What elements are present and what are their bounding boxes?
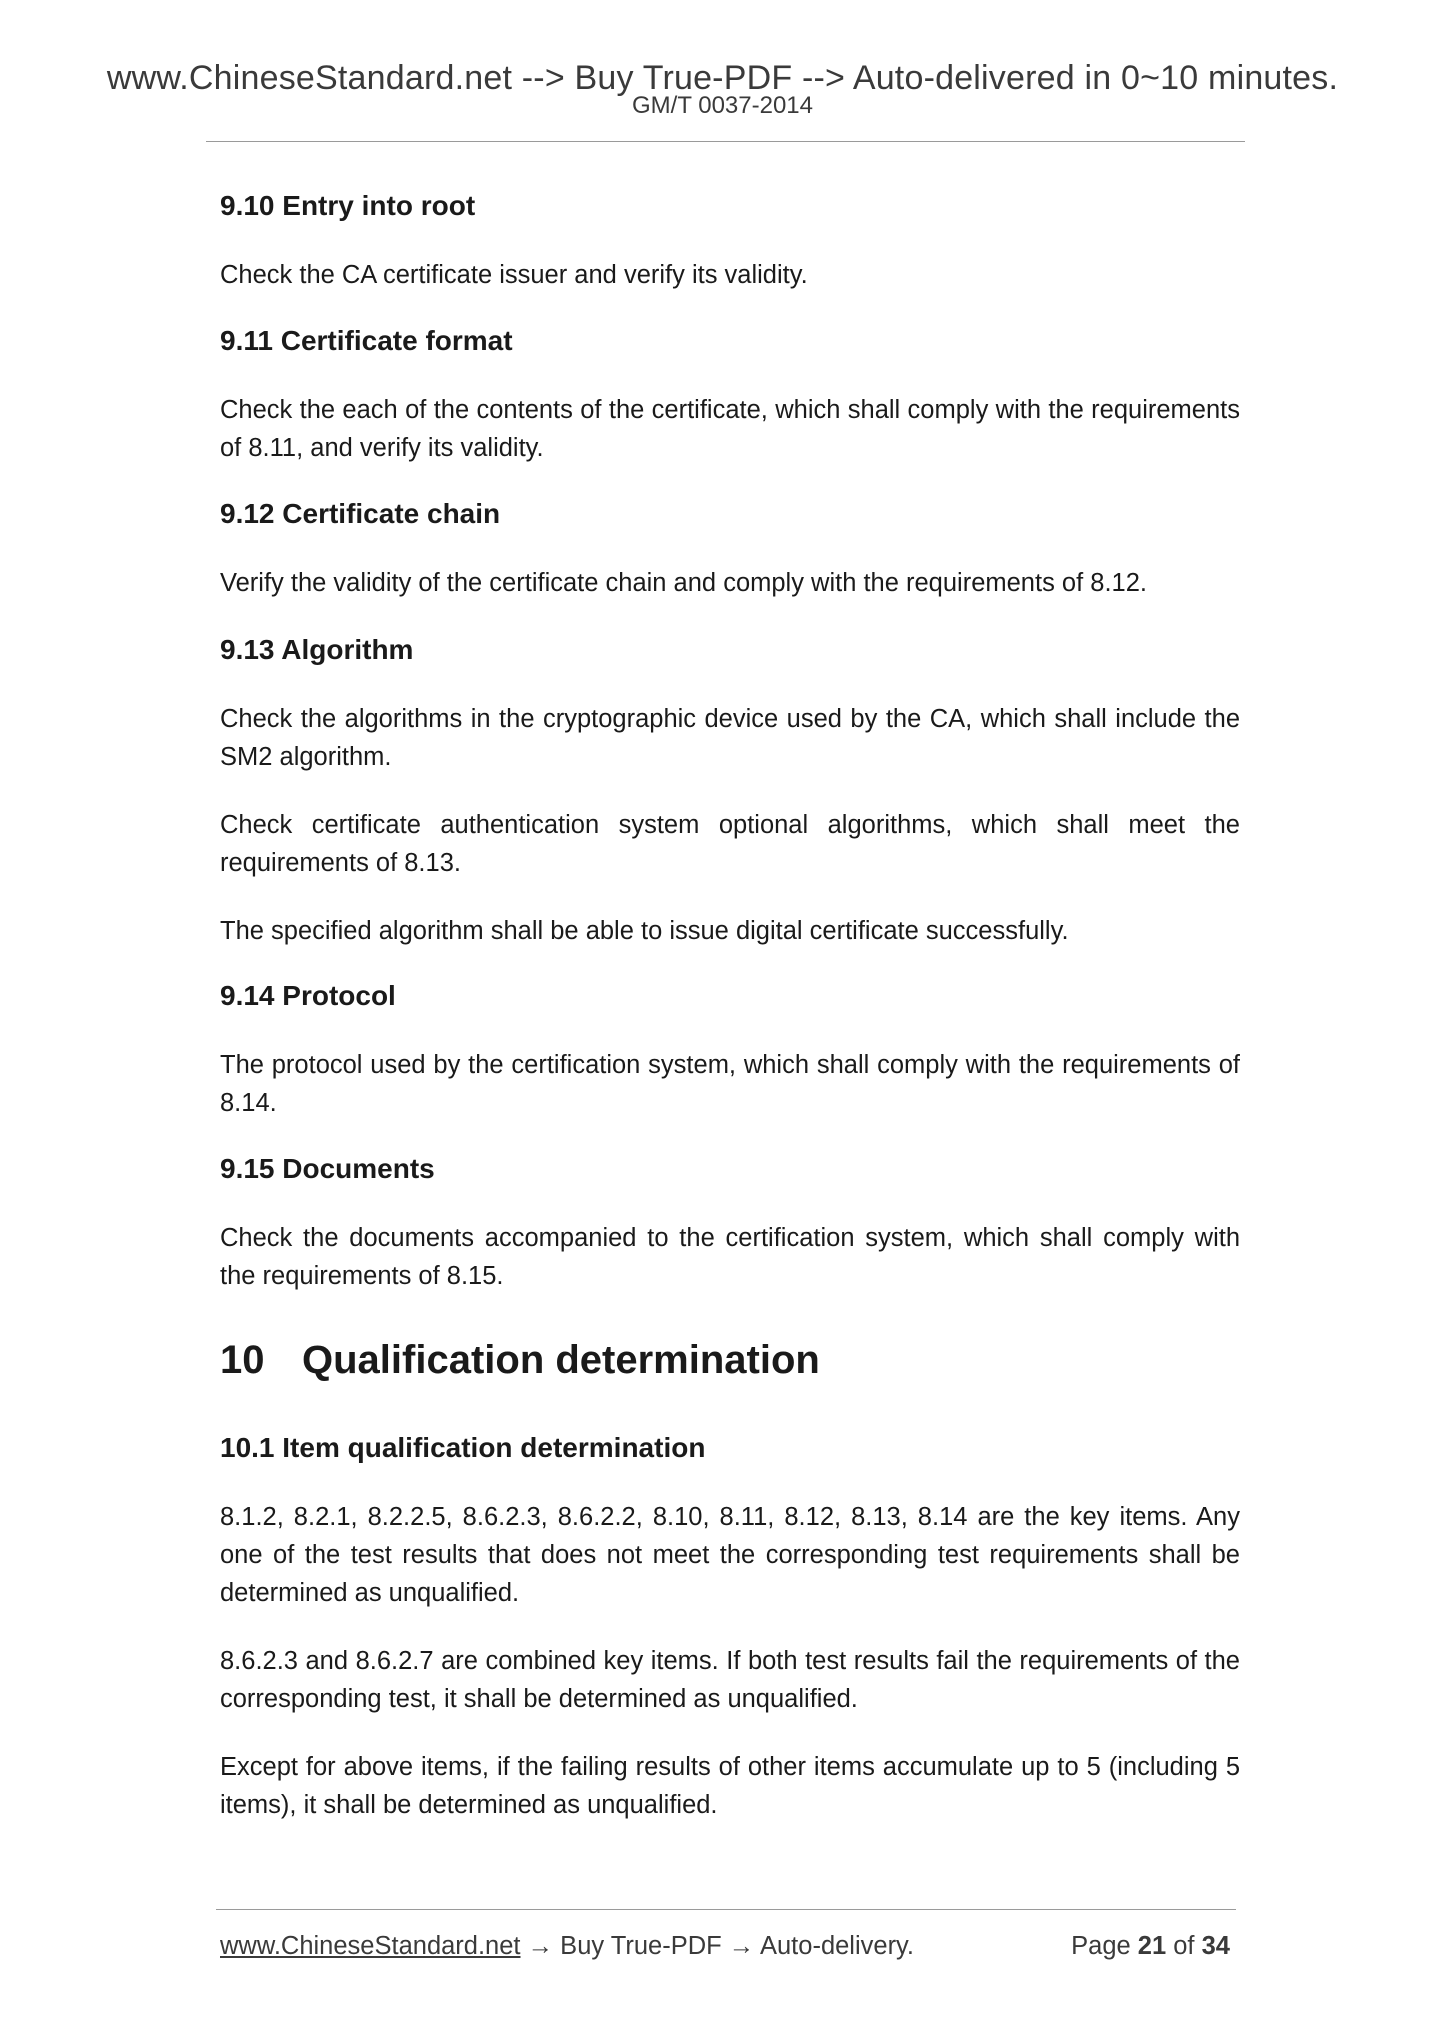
header-divider bbox=[206, 141, 1245, 142]
paragraph-9-12-1: Verify the validity of the certificate chain and comply with the requirements of 8.12. bbox=[220, 569, 1147, 597]
paragraph-9-13-3: The specified algorithm shall be able to issue digital certificate successfully. bbox=[220, 917, 1069, 945]
standard-code: GM/T 0037-2014 bbox=[632, 92, 813, 119]
heading-9-14: 9.14 Protocol bbox=[220, 980, 396, 1011]
heading-9-10: 9.10 Entry into root bbox=[220, 190, 476, 221]
heading-10-number: 10 bbox=[220, 1338, 265, 1382]
paragraph-9-13-2: Check certificate authentication system optional algorithms, which shall meet the requirements of 8.13. bbox=[220, 811, 1240, 877]
page-number bbox=[1071, 1929, 1230, 1963]
page-current: 21 bbox=[1137, 1932, 1167, 1960]
paragraph-9-11-1: Check the each of the contents of the certificate, which shall comply with the requirements of 8.11, and verify its validity. bbox=[220, 396, 1240, 462]
paragraph-9-14-1: The protocol used by the certification system, which shall comply with the requirements of 8.14. bbox=[220, 1051, 1240, 1117]
heading-9-13: 9.13 Algorithm bbox=[220, 634, 414, 665]
paragraph-10-1-2: 8.6.2.3 and 8.6.2.7 are combined key items. If both test results fail the requirements of the corresponding test, it shall be determined as unqualified. bbox=[220, 1647, 1240, 1713]
heading-9-12: 9.12 Certificate chain bbox=[220, 498, 501, 529]
heading-10-title: Qualification determination bbox=[302, 1338, 820, 1382]
paragraph-9-15-1: Check the documents accompanied to the certification system, which shall comply with the requirements of 8.15. bbox=[220, 1224, 1240, 1290]
heading-10-1: 10.1 Item qualification determination bbox=[220, 1432, 706, 1463]
heading-9-11: 9.11 Certificate format bbox=[220, 325, 513, 356]
footer-site-link[interactable]: www.ChineseStandard.net bbox=[220, 1932, 521, 1960]
page-label: Page bbox=[1071, 1932, 1131, 1960]
paragraph-9-10-1: Check the CA certificate issuer and verify its validity. bbox=[220, 261, 808, 289]
paragraph-10-1-1: 8.1.2, 8.2.1, 8.2.2.5, 8.6.2.3, 8.6.2.2, 8.10, 8.11, 8.12, 8.13, 8.14 are the key items. Any one of the test results that does not meet the corresponding test requirements shall be determined as unqualified. bbox=[220, 1503, 1240, 1607]
heading-10 bbox=[220, 1336, 820, 1384]
page-of: of bbox=[1173, 1932, 1195, 1960]
footer-text: → Buy True-PDF → Auto-delivery. bbox=[520, 1932, 914, 1960]
footer-divider bbox=[216, 1909, 1236, 1910]
paragraph-10-1-3: Except for above items, if the failing results of other items accumulate up to 5 (including 5 items), it shall be determined as unqualified. bbox=[220, 1753, 1240, 1819]
page-footer bbox=[220, 1929, 1230, 1963]
page-total: 34 bbox=[1201, 1932, 1230, 1960]
heading-9-15: 9.15 Documents bbox=[220, 1153, 435, 1184]
header-banner: www.ChineseStandard.net --> Buy True-PDF --> Auto-delivered in 0~10 minutes. bbox=[106, 59, 1339, 97]
paragraph-9-13-1: Check the algorithms in the cryptographic device used by the CA, which shall include the SM2 algorithm. bbox=[220, 705, 1240, 771]
